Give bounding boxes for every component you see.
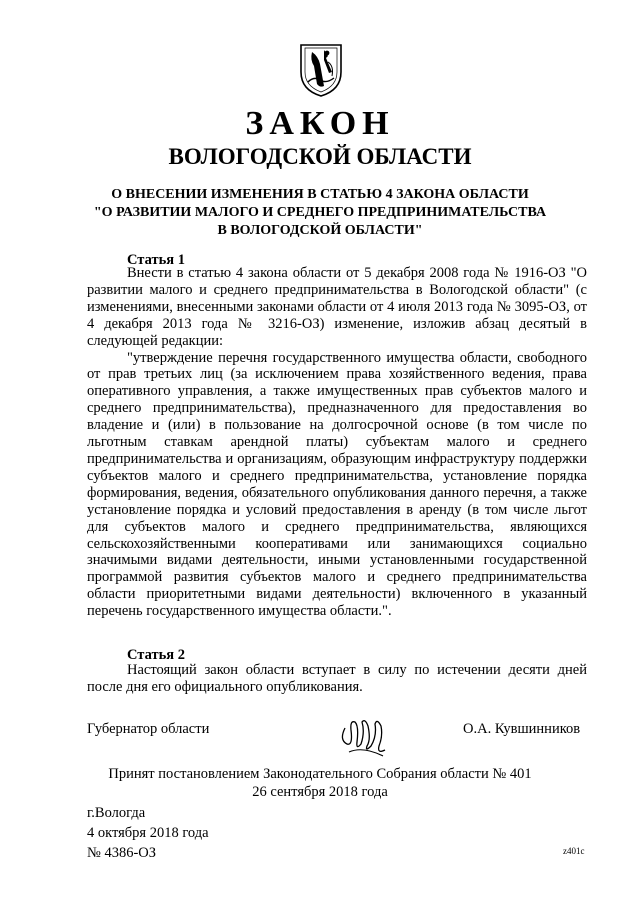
law-title-line: В ВОЛОГОДСКОЙ ОБЛАСТИ" [217, 223, 423, 238]
article-2-heading: Статья 2 [127, 647, 185, 663]
article-1-body [87, 265, 587, 620]
document-type: ЗАКОН [245, 105, 395, 142]
signatory-position: Губернатор области [87, 721, 210, 737]
region-name: ВОЛОГОДСКОЙ ОБЛАСТИ [168, 144, 472, 169]
issue-date: 4 октября 2018 года [87, 825, 209, 841]
adoption-date: 26 сентября 2018 года [252, 784, 388, 800]
article-2-body [87, 662, 587, 696]
law-number: № 4386-ОЗ [87, 845, 157, 861]
issue-details [87, 803, 209, 863]
document-code: z401c [563, 846, 585, 856]
law-title [60, 186, 580, 240]
law-title-line: О ВНЕСЕНИИ ИЗМЕНЕНИЯ В СТАТЬЮ 4 ЗАКОНА ОБЛАСТИ [111, 187, 529, 202]
article-1-intro: Внести в статью 4 закона области от 5 декабря 2008 года № 1916-ОЗ "О развитии малого и среднего предпринимательства в Вологодской области" (с изменениями, внесенными законами области от 4 июля 2013 года № 3095-ОЗ, от 4 декабря 2013 года № 3216-ОЗ) изменение, изложив абзац десятый в следующей редакции: [87, 265, 587, 349]
law-title-line: "О РАЗВИТИИ МАЛОГО И СРЕДНЕГО ПРЕДПРИНИМАТЕЛЬСТВА [93, 205, 547, 220]
issue-city: г.Вологда [87, 805, 146, 821]
handwritten-signature [335, 706, 391, 762]
article-1-quote: "утверждение перечня государственного имущества области, свободного от прав третьих лиц (за исключением права хозяйственного ведения, права оперативного управления, а также имущественных прав субъектов малого и среднего предпринимательства), предназначенного для предоставления во владение и (или) в пользование на долгосрочной основе (в том числе по льготным ставкам арендной платы) субъектам малого и среднего предпринимательства и организациям, образующим инфраструктуру поддержки субъектов малого и среднего предпринимательства, установление порядка формирования, ведения, обязательного опубликования данного перечня, а также установление порядка и условий предоставления в аренду (в том числе льгот для субъектов малого и среднего предпринимательства, являющихся сельскохозяйственными кооперативами или занимающихся социально значимыми видами деятельности, иными установленными государственной программой развития субъектов малого и среднего предпринимательства области приоритетными видами деятельности) включенного в указанный перечень государственного имущества области.". [87, 349, 587, 620]
article-2-text: Настоящий закон области вступает в силу по истечении десяти дней после дня его официального опубликования. [87, 662, 587, 695]
adoption-line: Принят постановлением Законодательного Собрания области № 401 [108, 766, 532, 782]
article-1-heading: Статья 1 [127, 252, 185, 268]
coat-of-arms-icon [298, 42, 344, 98]
adoption-note [0, 765, 640, 801]
signatory-name: О.А. Кувшинников [463, 721, 581, 737]
